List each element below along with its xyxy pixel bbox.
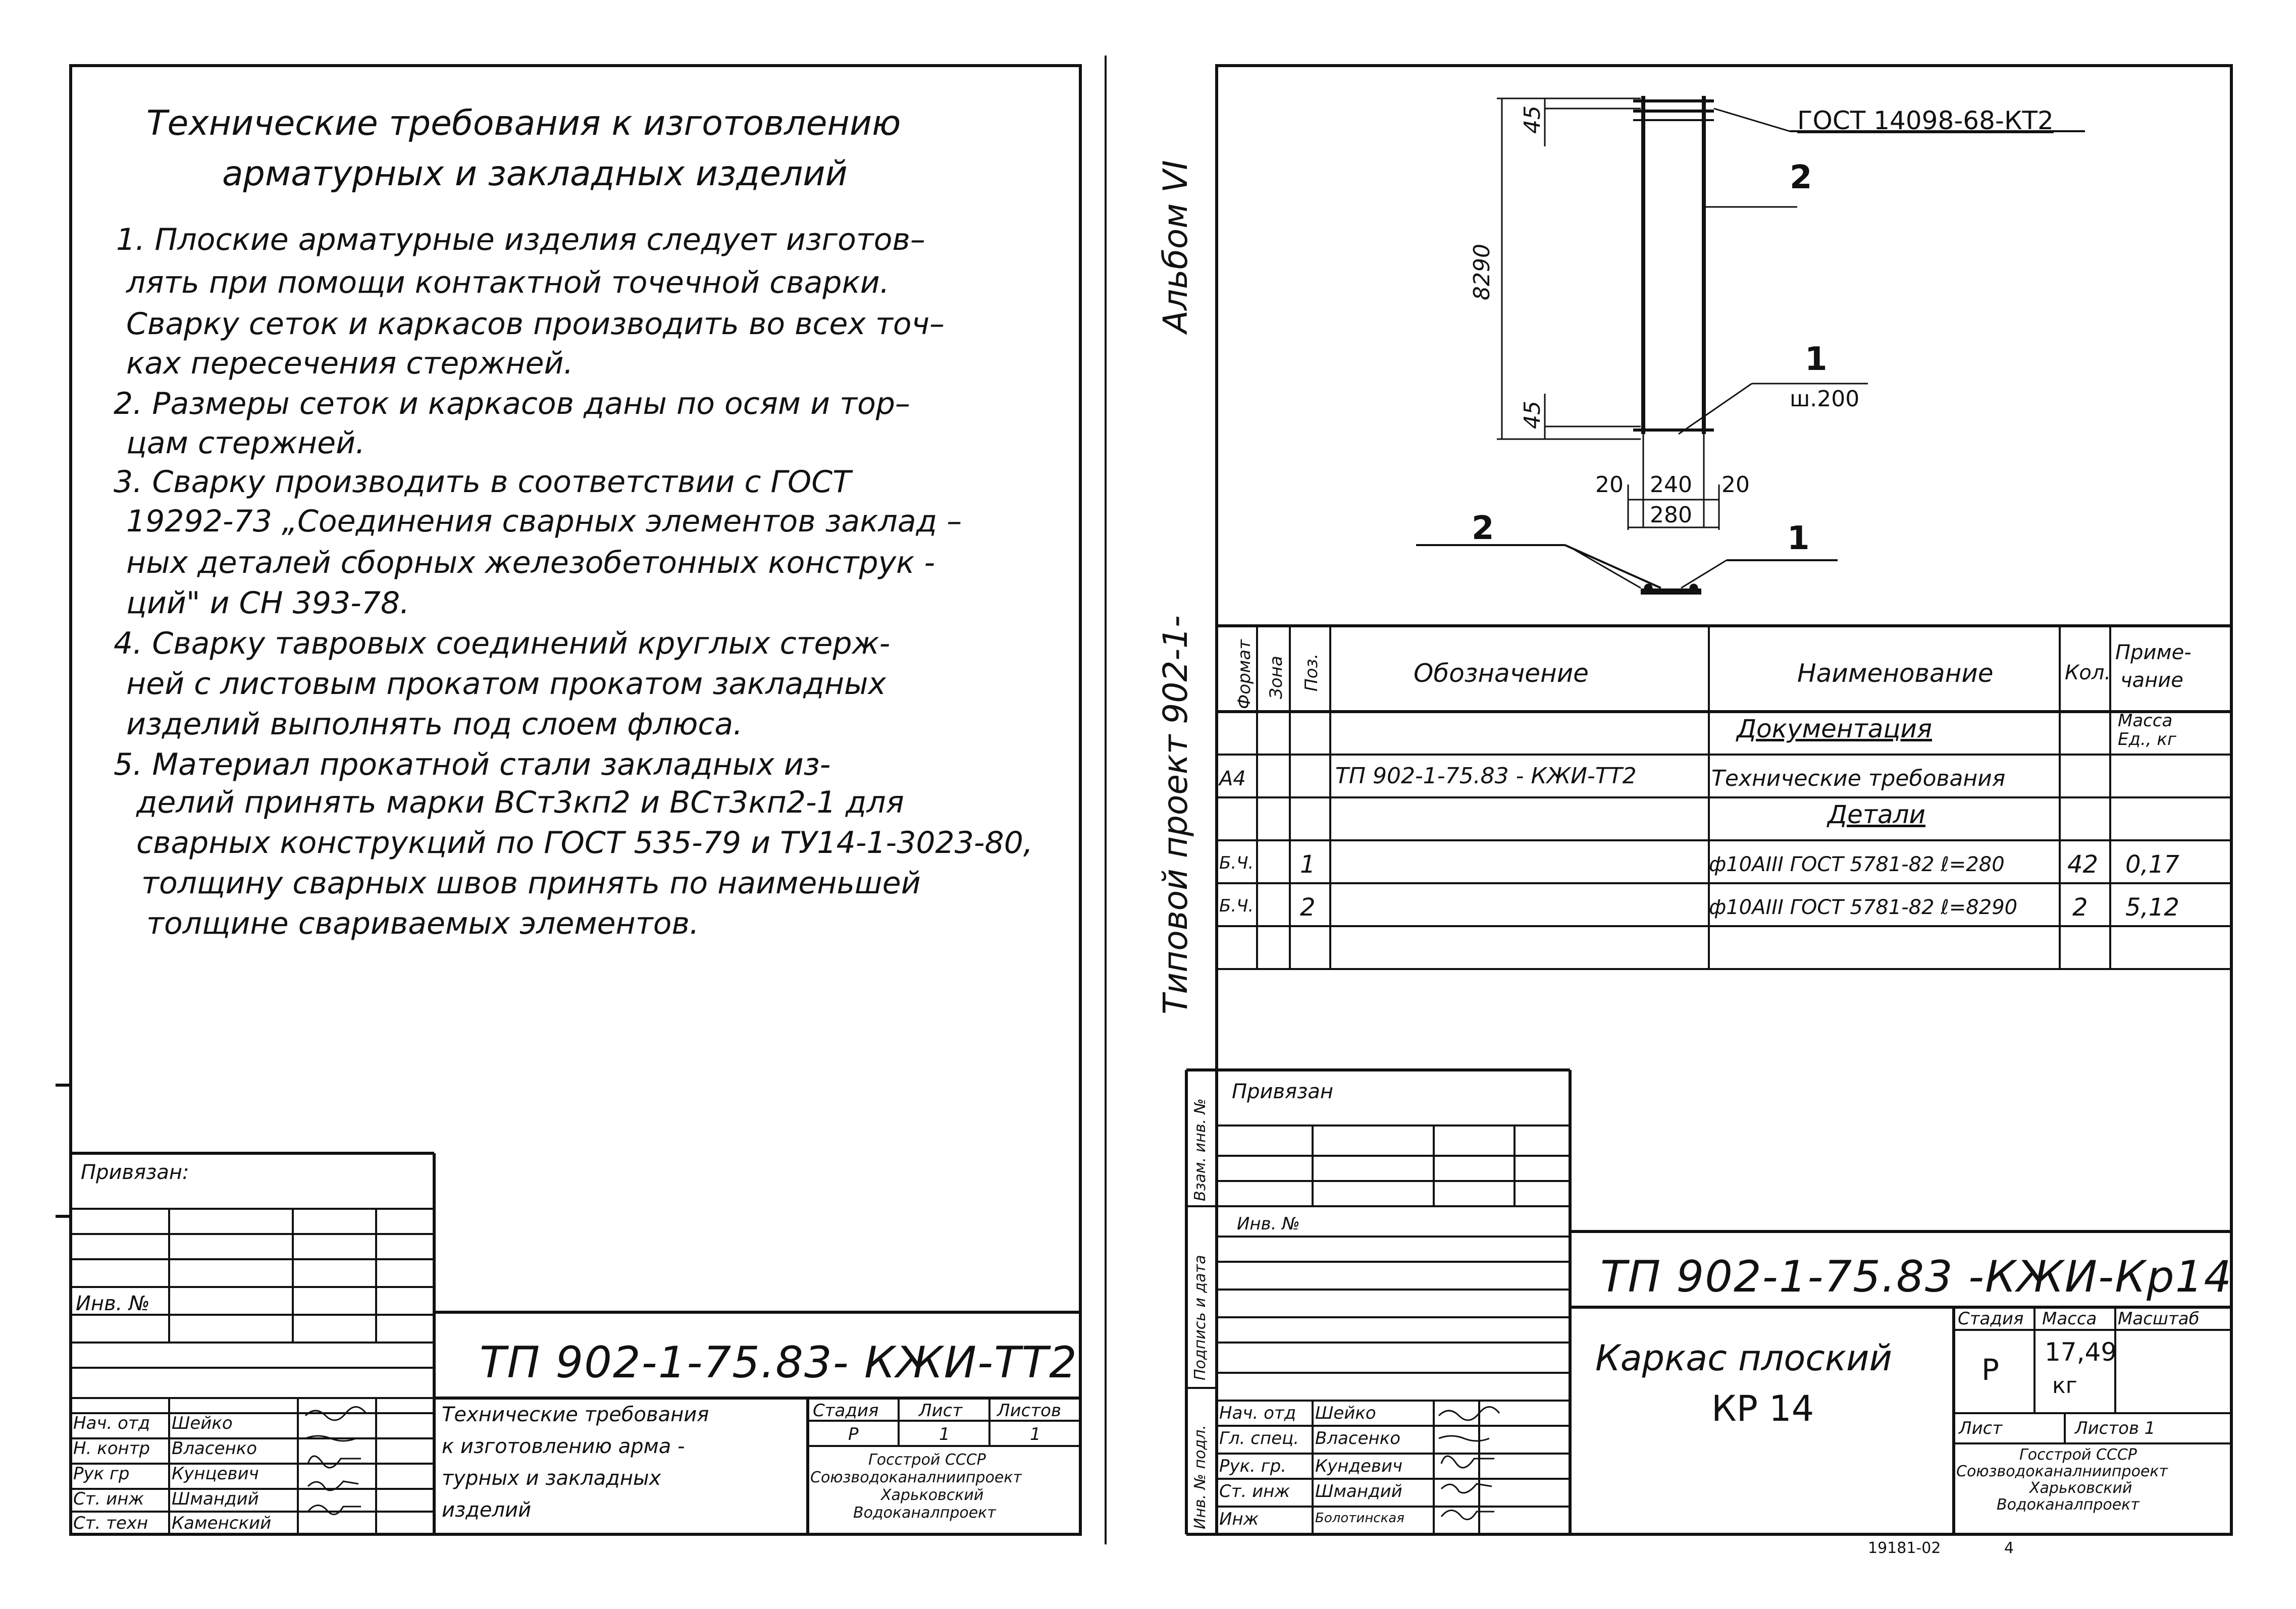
spec-section-documentation: Документация [1737,714,1932,743]
requirement-line: 2. Размеры сеток и каркасов даны по осям и тор– [114,386,910,421]
org-line: Госстрой СССР [2019,1446,2137,1464]
mass-note-line2: Ед., кг [2118,729,2176,749]
signer-role: Н. контр [73,1438,150,1459]
stamp-original-inv: Инв. № подл. [1191,1425,1209,1529]
spec-row-qty: 2 [2072,893,2088,922]
signer-role: Ст. инж [73,1489,144,1509]
sheet-label: Лист [1959,1418,2003,1438]
requirement-line: цам стержней. [126,425,366,461]
spec-row-pos: 2 [1300,893,1316,922]
spec-header-zone: Зона [1266,656,1286,699]
signer-name: Шмандий [1315,1481,1402,1501]
spec-row-format: А4 [1219,767,1246,790]
requirement-line: ных деталей сборных железобетонных конструк - [126,545,935,580]
mass-header: Масса [2042,1309,2097,1329]
sheets-value: 1 [1030,1424,1041,1444]
privyazan-label: Привязан [1232,1080,1334,1103]
signer-role: Нач. отд [73,1413,150,1433]
stamp-replaced-inv: Взам. инв. № [1191,1098,1209,1201]
album-label: Альбом VI [1156,160,1195,333]
org-line: Водоканалпроект [1997,1496,2140,1514]
mass-note-line1: Масса [2118,711,2173,731]
spec-header-note-line2: чание [2120,669,2183,692]
requirement-line: Сварку сеток и каркасов производить во всех точ– [126,306,945,342]
requirement-line: лять при помощи контактной точечной сварки. [126,265,890,300]
position-2-label: 2 [1790,159,1812,196]
dim-20-left: 20 [1595,472,1624,498]
footer-page: 4 [2004,1539,2014,1557]
spec-row-name: ф10АIII ГОСТ 5781-82 ℓ=280 [1709,853,2005,876]
signer-role: Рук. гр. [1219,1456,1287,1476]
left-doc-name-line: изделий [442,1498,532,1522]
stage-header: Стадия [1958,1309,2024,1329]
signer-name: Болотинская [1315,1511,1404,1526]
spec-row-format: Б.Ч. [1219,896,1254,916]
requirement-line: делий принять марки ВСт3кп2 и ВСт3кп2-1 для [136,785,904,820]
right-doc-name-line2: КР 14 [1711,1388,1814,1429]
requirement-line: ций" и СН 393-78. [126,585,410,621]
signer-name: Шмандий [172,1489,259,1509]
privyazan-label: Привязан: [81,1161,189,1184]
stage-value: Р [848,1424,859,1444]
requirement-line: ней с листовым прокатом прокатом закладных [126,666,886,702]
footer-number: 19181-02 [1868,1539,1941,1557]
dim-20-right: 20 [1721,472,1750,498]
requirement-line: ках пересечения стержней. [126,346,573,381]
spec-row-designation: ТП 902-1-75.83 - КЖИ-ТТ2 [1335,763,1637,789]
typical-project-label: Типовой проект 902-1- [1156,615,1195,1014]
requirements-title-line1: Технические требования к изготовлению [146,103,901,143]
stage-value: Р [1981,1353,1999,1387]
org-line: Союзводоканалниипроект [1956,1463,2168,1480]
signer-name: Кунцевич [172,1464,259,1484]
gost-label: ГОСТ 14098-68-КТ2 [1797,106,2054,135]
signature-marks [300,1401,376,1534]
spec-row-note: 0,17 [2125,850,2179,879]
stage-header: Стадия [813,1401,879,1421]
org-line: Союзводоканалниипроект [810,1469,1022,1486]
org-line: Харьковский [2029,1479,2132,1497]
spec-row-name: ф10АIII ГОСТ 5781-82 ℓ=8290 [1709,896,2018,919]
signer-name: Шейко [1315,1403,1376,1423]
org-line: Госстрой СССР [868,1451,986,1469]
spec-header-note-line1: Приме- [2115,641,2191,664]
left-doc-name-line: Технические требования [442,1403,709,1426]
inv-no-label: Инв. № [1237,1214,1300,1234]
spec-header-designation: Обозначение [1414,659,1589,688]
sheets-header: Листов [997,1401,1062,1421]
spec-row-note: 5,12 [2125,893,2179,922]
right-doc-code: ТП 902-1-75.83 -КЖИ-Кр14 [1600,1252,2233,1302]
org-line: Водоканалпроект [853,1504,996,1522]
requirement-line: 5. Материал прокатной стали закладных из- [114,747,831,782]
requirement-line: сварных конструкций по ГОСТ 535-79 и ТУ14-1-3023-80, [136,825,1033,861]
spec-header-qty: Кол. [2065,661,2111,684]
spec-header-format: Формат [1234,639,1255,709]
requirement-line: 4. Сварку тавровых соединений круглых стерж- [114,626,891,661]
requirements-title-line2: арматурных и закладных изделий [222,154,848,194]
spec-row-format: Б.Ч. [1219,853,1254,873]
dim-280: 280 [1650,502,1692,528]
sheet-value: 1 [939,1424,950,1444]
right-doc-name-line1: Каркас плоский [1595,1337,1893,1379]
sheet-header: Лист [919,1401,963,1421]
spec-row-pos: 1 [1300,850,1316,879]
dim-45-top: 45 [1520,105,1545,134]
scale-header: Масштаб [2118,1309,2200,1329]
frame-drawing [1416,96,2085,592]
sheets-label: Листов 1 [2075,1418,2156,1438]
requirement-line: толщине свариваемых элементов. [146,906,699,941]
signer-name: Власенко [172,1438,257,1459]
spec-header-pos: Поз. [1301,653,1322,691]
requirement-line: толщину сварных швов принять по наименьшей [141,866,921,901]
inv-no-label: Инв. № [76,1292,150,1315]
position-1-label: 1 [1805,341,1828,378]
signer-role: Рук гр [73,1464,130,1484]
pitch-label: ш.200 [1790,386,1860,412]
spec-row-qty: 42 [2067,850,2099,879]
mass-unit: кг [2052,1373,2077,1399]
signature-marks [1434,1401,1515,1534]
left-doc-code: ТП 902-1-75.83- КЖИ-ТТ2 [480,1337,1078,1388]
signer-name: Власенко [1315,1428,1401,1449]
requirement-line: изделий выполнять под слоем флюса. [126,707,743,742]
dim-45-bottom: 45 [1520,401,1545,429]
signer-role: Нач. отд [1219,1403,1296,1423]
spec-header-name: Наименование [1797,659,1994,688]
signer-name: Шейко [172,1413,233,1433]
spec-row-name: Технические требования [1711,766,2006,791]
signer-name: Каменский [172,1513,272,1533]
stamp-signature-date: Подпись и дата [1191,1255,1209,1380]
left-doc-name-line: к изготовлению арма - [442,1435,685,1458]
requirement-line: 3. Сварку производить в соответствии с ГОСТ [114,464,851,500]
dim-240: 240 [1650,472,1692,498]
left-doc-name-line: турных и закладных [442,1467,661,1490]
org-line: Харьковский [881,1486,984,1504]
requirement-line: 19292-73 „Соединения сварных элементов заклад – [126,504,962,539]
signer-name: Кундевич [1315,1456,1403,1476]
mass-value: 17,49 [2045,1337,2117,1367]
requirement-line: 1. Плоские арматурные изделия следует изготов– [116,222,925,257]
section-position-2: 2 [1472,510,1494,547]
spec-section-details: Детали [1828,800,1926,829]
signer-role: Инж [1219,1509,1259,1529]
dim-8290: 8290 [1469,244,1495,300]
signer-role: Гл. спец. [1219,1428,1299,1449]
signer-role: Ст. инж [1219,1481,1290,1501]
signer-role: Ст. техн [73,1513,148,1533]
section-position-1: 1 [1787,520,1810,557]
